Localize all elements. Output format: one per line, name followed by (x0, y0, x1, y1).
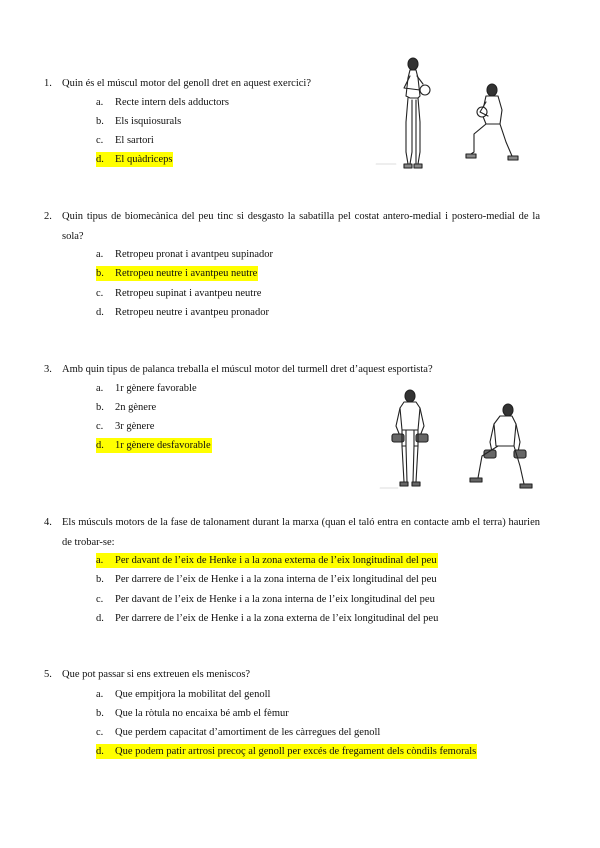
option-1a[interactable] (96, 95, 230, 110)
option-letter: b. (96, 708, 104, 719)
option-letter: d. (96, 307, 104, 318)
question-text: Quin és el múscul motor del genoll dret en aquest exercici? (62, 78, 312, 89)
option-text: El sartori (115, 135, 154, 146)
option-3b[interactable] (96, 400, 157, 415)
option-letter: b. (96, 116, 104, 127)
option-letter: d. (96, 613, 104, 624)
option-text: Que la ròtula no encaixa bé amb el fèmur (115, 708, 289, 719)
option-text: Que empitjora la mobilitat del genoll (115, 689, 271, 700)
option-letter: c. (96, 727, 104, 738)
option-4c[interactable] (96, 592, 436, 607)
option-text: Que podem patir artrosi precoç al genoll per excés de fregament dels còndils femorals (115, 746, 477, 757)
option-text: 1r gènere desfavorable (115, 440, 211, 451)
option-letter: c. (96, 135, 104, 146)
question-number: 4. (44, 517, 52, 528)
option-letter: a. (96, 553, 114, 568)
option-text: Recte intern dels adductors (115, 97, 230, 108)
option-3c[interactable] (96, 419, 155, 434)
option-text: Que perdem capacitat d’amortiment de les càrregues del genoll (115, 727, 381, 738)
question-2-stem (44, 207, 544, 247)
option-2a[interactable] (96, 247, 274, 262)
option-text: Retropeu pronat i avantpeu supinador (115, 249, 274, 260)
option-4a[interactable] (96, 553, 438, 568)
question-text: Els músculs motors de la fase de talonament durant la marxa (quan el taló entra en contacte amb el terra) haurien de trobar-se: (62, 517, 540, 548)
option-5a[interactable] (96, 687, 271, 702)
question-number: 3. (44, 364, 52, 375)
question-5-stem (44, 665, 250, 685)
option-2d[interactable] (96, 305, 270, 320)
question-3-stem (44, 360, 433, 380)
option-4b[interactable] (96, 572, 438, 587)
option-letter: b. (96, 266, 114, 281)
option-text: 3r gènere (115, 421, 155, 432)
question-text: Que pot passar si ens extreuen els meniscos? (62, 669, 251, 680)
option-letter: c. (96, 421, 104, 432)
option-text: Per davant de l’eix de Henke i a la zona externa de l’eix longitudinal del peu (115, 555, 437, 566)
option-3d[interactable] (96, 438, 212, 453)
option-text: Per davant de l’eix de Henke i a la zona interna de l’eix longitudinal del peu (115, 594, 435, 605)
option-text: Retropeu neutre i avantpeu pronador (115, 307, 269, 318)
option-letter: a. (96, 383, 104, 394)
option-letter: d. (96, 152, 114, 167)
option-5c[interactable] (96, 725, 381, 740)
option-letter: a. (96, 97, 104, 108)
option-letter: b. (96, 574, 104, 585)
option-text: Per darrere de l’eix de Henke i a la zona externa de l’eix longitudinal del peu (115, 613, 439, 624)
option-letter: a. (96, 689, 104, 700)
question-text: Quin tipus de biomecànica del peu tinc si desgasto la sabatilla pel costat antero-medial i postero-medial de la sola? (62, 211, 540, 242)
option-1c[interactable] (96, 133, 155, 148)
option-text: Retropeu neutre i avantpeu neutre (115, 268, 258, 279)
option-1d[interactable] (96, 152, 173, 167)
option-letter: b. (96, 402, 104, 413)
option-letter: a. (96, 249, 104, 260)
option-text: Retropeu supinat i avantpeu neutre (115, 288, 262, 299)
exercise-illustration-squat-lunge (370, 52, 520, 174)
exercise-illustration-dumbbell-lunge (374, 386, 534, 494)
option-text: El quàdriceps (115, 154, 173, 165)
option-text: Per darrere de l’eix de Henke i a la zona interna de l’eix longitudinal del peu (115, 574, 437, 585)
option-4d[interactable] (96, 611, 439, 626)
question-1-stem (44, 74, 311, 94)
question-number: 5. (44, 669, 52, 680)
option-text: 1r gènere favorable (115, 383, 197, 394)
question-number: 2. (44, 211, 52, 222)
option-2c[interactable] (96, 286, 262, 301)
option-letter: c. (96, 288, 104, 299)
option-text: Els isquiosurals (115, 116, 182, 127)
option-2b[interactable] (96, 266, 258, 281)
question-4-stem (44, 513, 544, 553)
option-3a[interactable] (96, 381, 198, 396)
option-1b[interactable] (96, 114, 182, 129)
option-letter: d. (96, 744, 114, 759)
option-text: 2n gènere (115, 402, 157, 413)
option-letter: c. (96, 594, 104, 605)
question-number: 1. (44, 78, 52, 89)
option-5d[interactable] (96, 744, 477, 759)
question-text: Amb quin tipus de palanca treballa el múscul motor del turmell dret d’aquest esportista? (62, 364, 433, 375)
option-5b[interactable] (96, 706, 290, 721)
option-letter: d. (96, 438, 114, 453)
